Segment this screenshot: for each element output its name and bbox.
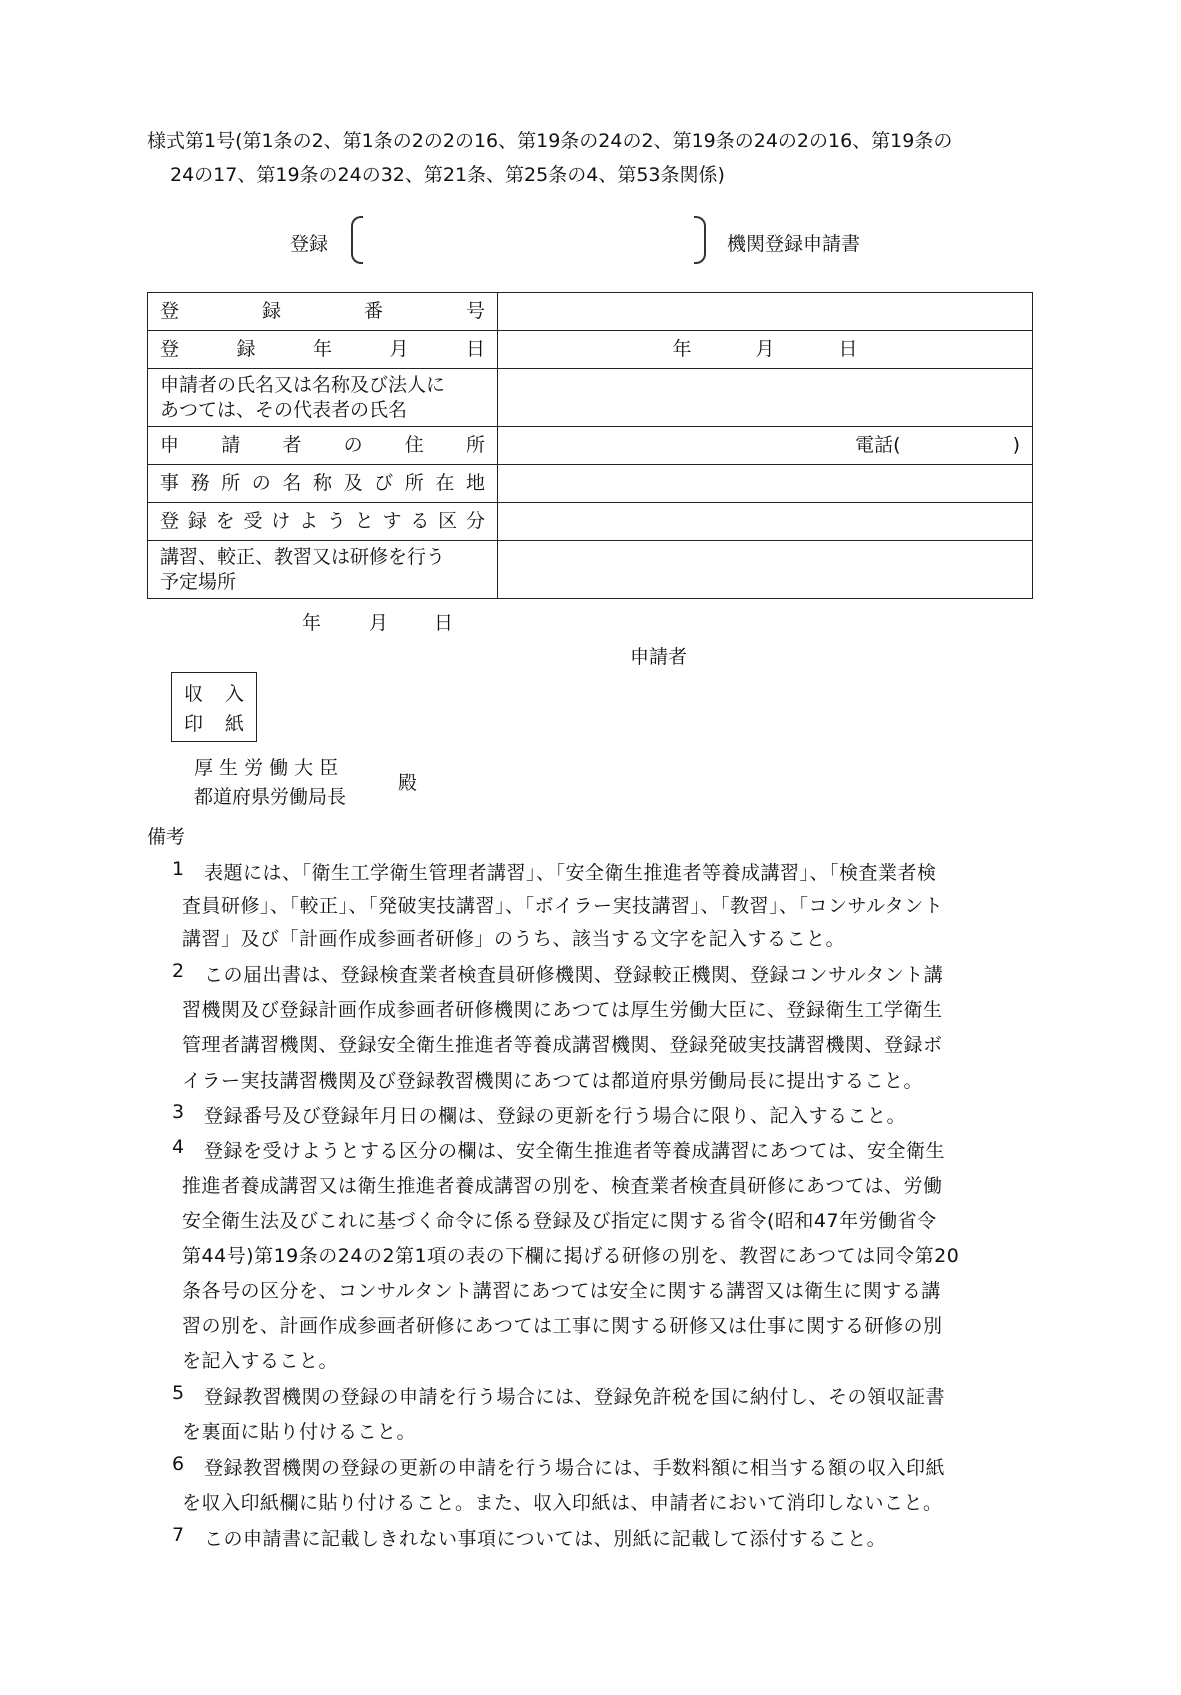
row-registration-category bbox=[148, 503, 1033, 541]
stamp-row-1 bbox=[184, 679, 244, 706]
phone-label: 電話( bbox=[855, 434, 901, 456]
label-char: 名 bbox=[282, 472, 302, 494]
label-char: を bbox=[215, 510, 235, 532]
row-applicant-address bbox=[148, 427, 1033, 465]
label-char: 所 bbox=[465, 434, 485, 456]
note-line: を収入印紙欄に貼り付けること。また、収入印紙は、申請者において消印しないこと。 bbox=[182, 1492, 943, 1514]
row-applicant-name bbox=[148, 369, 1033, 427]
label-char: 日 bbox=[465, 338, 485, 360]
label-char: 者 bbox=[282, 434, 302, 456]
note-line: 推進者養成講習又は衛生推進者養成講習の別を、検査業者検査員研修にあつては、労働 bbox=[182, 1175, 943, 1197]
note-line: を裏面に貼り付けること。 bbox=[182, 1421, 417, 1443]
revenue-stamp-box[interactable] bbox=[171, 672, 257, 742]
applicant-label: 申請者 bbox=[630, 646, 688, 668]
note-line: を記入すること。 bbox=[182, 1350, 339, 1372]
label-char: 区 bbox=[438, 510, 458, 532]
label-char: 称 bbox=[312, 472, 332, 494]
label-planned-location bbox=[148, 541, 498, 599]
note-number: 7 bbox=[172, 1524, 185, 1546]
value-applicant-address[interactable] bbox=[498, 427, 1033, 465]
date-year: 年 bbox=[302, 612, 322, 634]
note-line: 安全衛生法及びこれに基づく命令に係る登録及び指定に関する省令(昭和47年労働省令 bbox=[182, 1210, 937, 1232]
label-char: る bbox=[410, 510, 430, 532]
label-registration-category bbox=[148, 503, 498, 541]
title-bracket-right bbox=[694, 216, 706, 264]
label-char: け bbox=[271, 510, 291, 532]
addressee-minister: 厚 生 労 働 大 臣 bbox=[194, 757, 339, 779]
value-planned-location[interactable] bbox=[498, 541, 1033, 599]
note-line: イラー実技講習機関及び登録教習機関にあつては都道府県労働局長に提出すること。 bbox=[182, 1070, 924, 1092]
label-line: 講習、較正、教習又は研修を行う bbox=[160, 545, 446, 568]
value-registration-date[interactable] bbox=[498, 331, 1033, 369]
value-registration-number[interactable] bbox=[498, 293, 1033, 331]
note-line: 登録番号及び登録年月日の欄は、登録の更新を行う場合に限り、記入すること。 bbox=[204, 1105, 907, 1127]
stamp-char: 紙 bbox=[224, 713, 244, 735]
title-suffix: 機関登録申請書 bbox=[727, 233, 861, 255]
label-registration-date bbox=[148, 331, 498, 369]
note-line: 査員研修」、「較正」、「発破実技講習」、「ボイラー実技講習」、「教習」、「コンサルタント bbox=[182, 895, 944, 917]
note-line: 登録教習機関の登録の申請を行う場合には、登録免許税を国に納付し、その領収証書 bbox=[204, 1386, 946, 1408]
note-line: 習の別を、計画作成参画者研修にあつては工事に関する研修又は仕事に関する研修の別 bbox=[182, 1315, 943, 1337]
addressee-honorific: 殿 bbox=[398, 772, 418, 794]
note-line: 第44号)第19条の24の2第1項の表の下欄に掲げる研修の別を、教習にあつては同令第20 bbox=[182, 1245, 960, 1267]
label-char: 月 bbox=[389, 338, 409, 360]
label-char: 在 bbox=[435, 472, 455, 494]
label-char: 登 bbox=[160, 338, 180, 360]
label-char: の bbox=[251, 472, 271, 494]
row-office-name-location bbox=[148, 465, 1033, 503]
stamp-row-2 bbox=[184, 709, 244, 736]
notes-title: 備考 bbox=[147, 826, 186, 848]
label-char: す bbox=[382, 510, 402, 532]
form-number-line-1: 様式第1号(第1条の2、第1条の2の2の16、第19条の24の2、第19条の24の2の16、第19条の bbox=[147, 130, 953, 152]
label-char: 所 bbox=[221, 472, 241, 494]
label-char: 地 bbox=[465, 472, 485, 494]
label-char: 登 bbox=[160, 300, 180, 322]
label-applicant-name bbox=[148, 369, 498, 427]
label-char: 録 bbox=[261, 300, 281, 322]
form-number-line-2: 24の17、第19条の24の32、第21条、第25条の4、第53条関係) bbox=[170, 164, 725, 186]
note-line: 講習」及び「計画作成参画者研修」のうち、該当する文字を記入すること。 bbox=[182, 928, 846, 950]
date-month-label: 月 bbox=[755, 338, 775, 360]
label-char: 住 bbox=[404, 434, 424, 456]
note-line: 習機関及び登録計画作成参画者研修機関にあつては厚生労働大臣に、登録衛生工学衛生 bbox=[182, 999, 943, 1021]
title-prefix: 登録 bbox=[290, 233, 329, 255]
row-registration-number bbox=[148, 293, 1033, 331]
label-char: 所 bbox=[404, 472, 424, 494]
stamp-char: 収 bbox=[184, 683, 204, 705]
label-char: 務 bbox=[190, 472, 210, 494]
note-number: 6 bbox=[172, 1453, 185, 1475]
label-char: び bbox=[374, 472, 394, 494]
date-day: 日 bbox=[434, 612, 454, 634]
label-applicant-address bbox=[148, 427, 498, 465]
label-line: あつては、その代表者の氏名 bbox=[160, 398, 408, 421]
label-char: と bbox=[354, 510, 374, 532]
note-line: 条各号の区分を、コンサルタント講習にあつては安全に関する講習又は衛生に関する講 bbox=[182, 1280, 941, 1302]
label-char: 及 bbox=[343, 472, 363, 494]
stamp-char: 入 bbox=[224, 683, 244, 705]
date-day-label: 日 bbox=[838, 338, 858, 360]
application-table bbox=[147, 292, 1033, 599]
note-number: 4 bbox=[172, 1136, 185, 1158]
phone-field[interactable] bbox=[901, 433, 1013, 458]
label-char: 請 bbox=[221, 434, 241, 456]
note-number: 2 bbox=[172, 960, 185, 982]
title-bracket-left bbox=[351, 216, 363, 264]
note-line: この届出書は、登録検査業者検査員研修機関、登録較正機関、登録コンサルタント講 bbox=[204, 964, 944, 986]
title-fill-in-field[interactable] bbox=[366, 222, 686, 256]
row-planned-location bbox=[148, 541, 1033, 599]
note-number: 5 bbox=[172, 1382, 185, 1404]
label-office-name-location bbox=[148, 465, 498, 503]
label-registration-number bbox=[148, 293, 498, 331]
addressee-bureau-chief: 都道府県労働局長 bbox=[194, 786, 347, 808]
note-number: 1 bbox=[172, 858, 185, 880]
value-applicant-name[interactable] bbox=[498, 369, 1033, 427]
label-char: 登 bbox=[160, 510, 180, 532]
note-line: 登録を受けようとする区分の欄は、安全衛生推進者等養成講習にあつては、安全衛生 bbox=[204, 1140, 946, 1162]
label-char: よ bbox=[299, 510, 319, 532]
label-char: 年 bbox=[312, 338, 332, 360]
value-registration-category[interactable] bbox=[498, 503, 1033, 541]
label-char: 事 bbox=[160, 472, 180, 494]
row-registration-date bbox=[148, 331, 1033, 369]
note-line: 表題には、「衛生工学衛生管理者講習」、「安全衛生推進者等養成講習」、「検査業者検 bbox=[204, 862, 937, 884]
label-char: う bbox=[326, 510, 346, 532]
label-char: 申 bbox=[160, 434, 180, 456]
label-char: の bbox=[343, 434, 363, 456]
note-line: この申請書に記載しきれない事項については、別紙に記載して添付すること。 bbox=[204, 1528, 887, 1550]
label-char: 録 bbox=[187, 510, 207, 532]
label-char: 号 bbox=[465, 300, 485, 322]
label-char: 番 bbox=[363, 300, 383, 322]
stamp-char: 印 bbox=[184, 713, 204, 735]
label-char: 受 bbox=[243, 510, 263, 532]
note-line: 管理者講習機関、登録安全衛生推進者等養成講習機関、登録発破実技講習機関、登録ボ bbox=[182, 1034, 943, 1056]
phone-close-paren: ) bbox=[1012, 434, 1020, 456]
value-office-name-location[interactable] bbox=[498, 465, 1033, 503]
label-char: 分 bbox=[465, 510, 485, 532]
note-number: 3 bbox=[172, 1101, 185, 1123]
date-month: 月 bbox=[369, 612, 389, 634]
note-line: 登録教習機関の登録の更新の申請を行う場合には、手数料額に相当する額の収入印紙 bbox=[204, 1457, 946, 1479]
label-char: 録 bbox=[236, 338, 256, 360]
date-year-label: 年 bbox=[672, 338, 692, 360]
label-line: 予定場所 bbox=[160, 570, 237, 593]
label-line: 申請者の氏名又は名称及び法人に bbox=[160, 373, 446, 396]
